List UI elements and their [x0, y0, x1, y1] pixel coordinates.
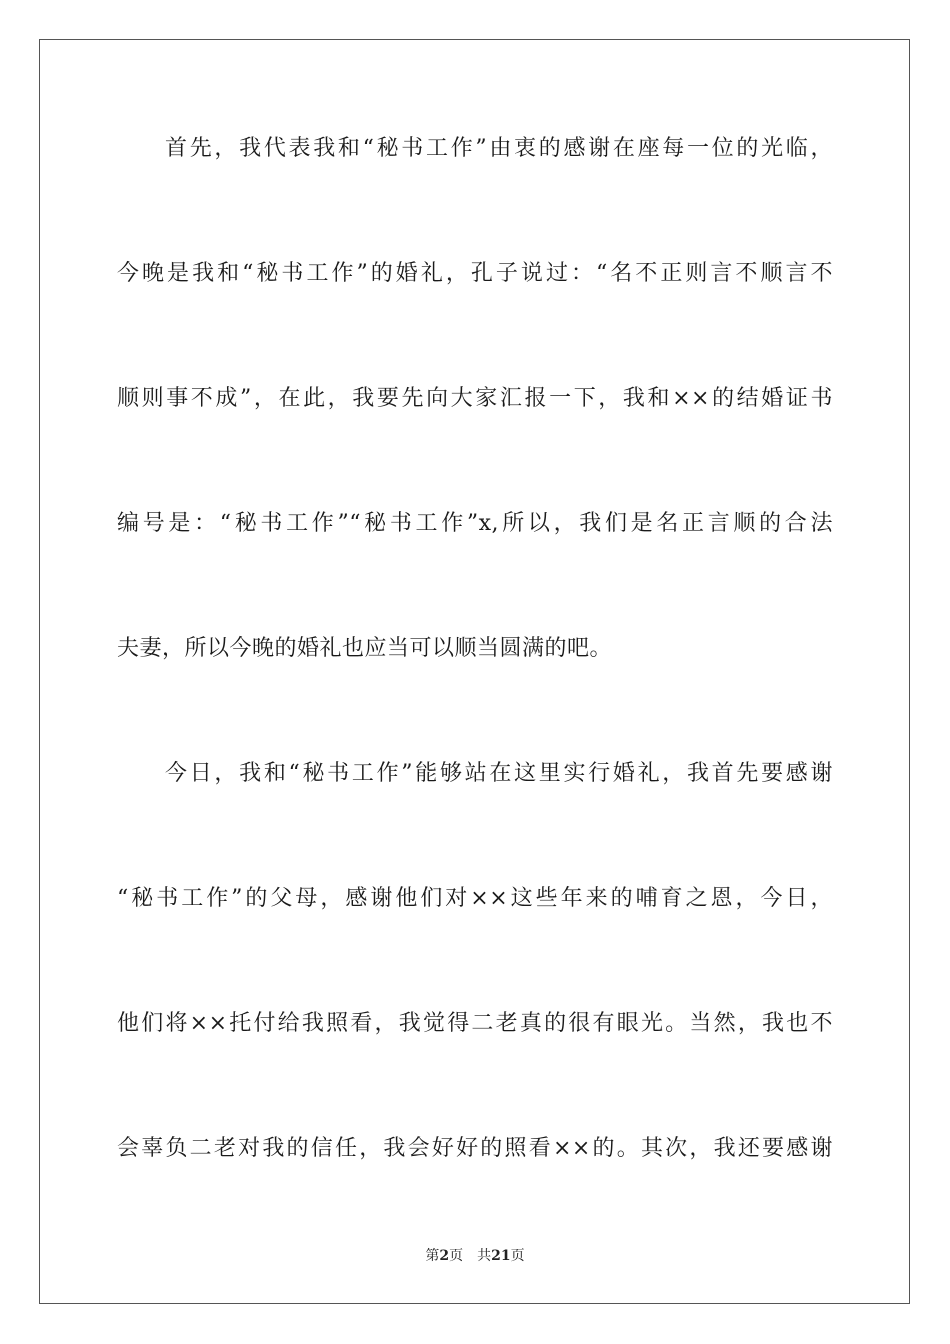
- footer-page-prefix: 第: [425, 1248, 440, 1264]
- paragraph-2-line-4: 会辜负二老对我的信任，我会好好的照看××的。其次，我还要感谢: [117, 1136, 833, 1161]
- footer-total-prefix: 共: [477, 1248, 492, 1264]
- footer-page-number: 2: [439, 1248, 450, 1264]
- paragraph-1-line-4: 编号是：“秘书工作”“秘书工作”x,所以，我们是名正言顺的合法: [117, 511, 833, 536]
- paragraph-1-line-2: 今晚是我和“秘书工作”的婚礼，孔子说过：“名不正则言不顺言不: [117, 261, 833, 286]
- paragraph-1-line-3: 顺则事不成”，在此，我要先向大家汇报一下，我和××的结婚证书: [117, 386, 833, 411]
- footer-total-pages: 21: [491, 1248, 511, 1264]
- paragraph-1-line-5: 夫妻，所以今晚的婚礼也应当可以顺当圆满的吧。: [117, 636, 613, 661]
- paragraph-2-line-1: 今日，我和“秘书工作”能够站在这里实行婚礼，我首先要感谢: [165, 761, 833, 786]
- footer-page-suffix: 页: [449, 1248, 464, 1264]
- footer-total-suffix: 页: [510, 1248, 525, 1264]
- page-footer: [0, 1246, 950, 1266]
- paragraph-1-line-1: 首先，我代表我和“秘书工作”由衷的感谢在座每一位的光临，: [165, 136, 833, 161]
- paragraph-2-line-3: 他们将××托付给我照看，我觉得二老真的很有眼光。当然，我也不: [117, 1011, 833, 1036]
- paragraph-2-line-2: “秘书工作”的父母，感谢他们对××这些年来的哺育之恩，今日，: [117, 886, 833, 911]
- page-border: [39, 39, 910, 1304]
